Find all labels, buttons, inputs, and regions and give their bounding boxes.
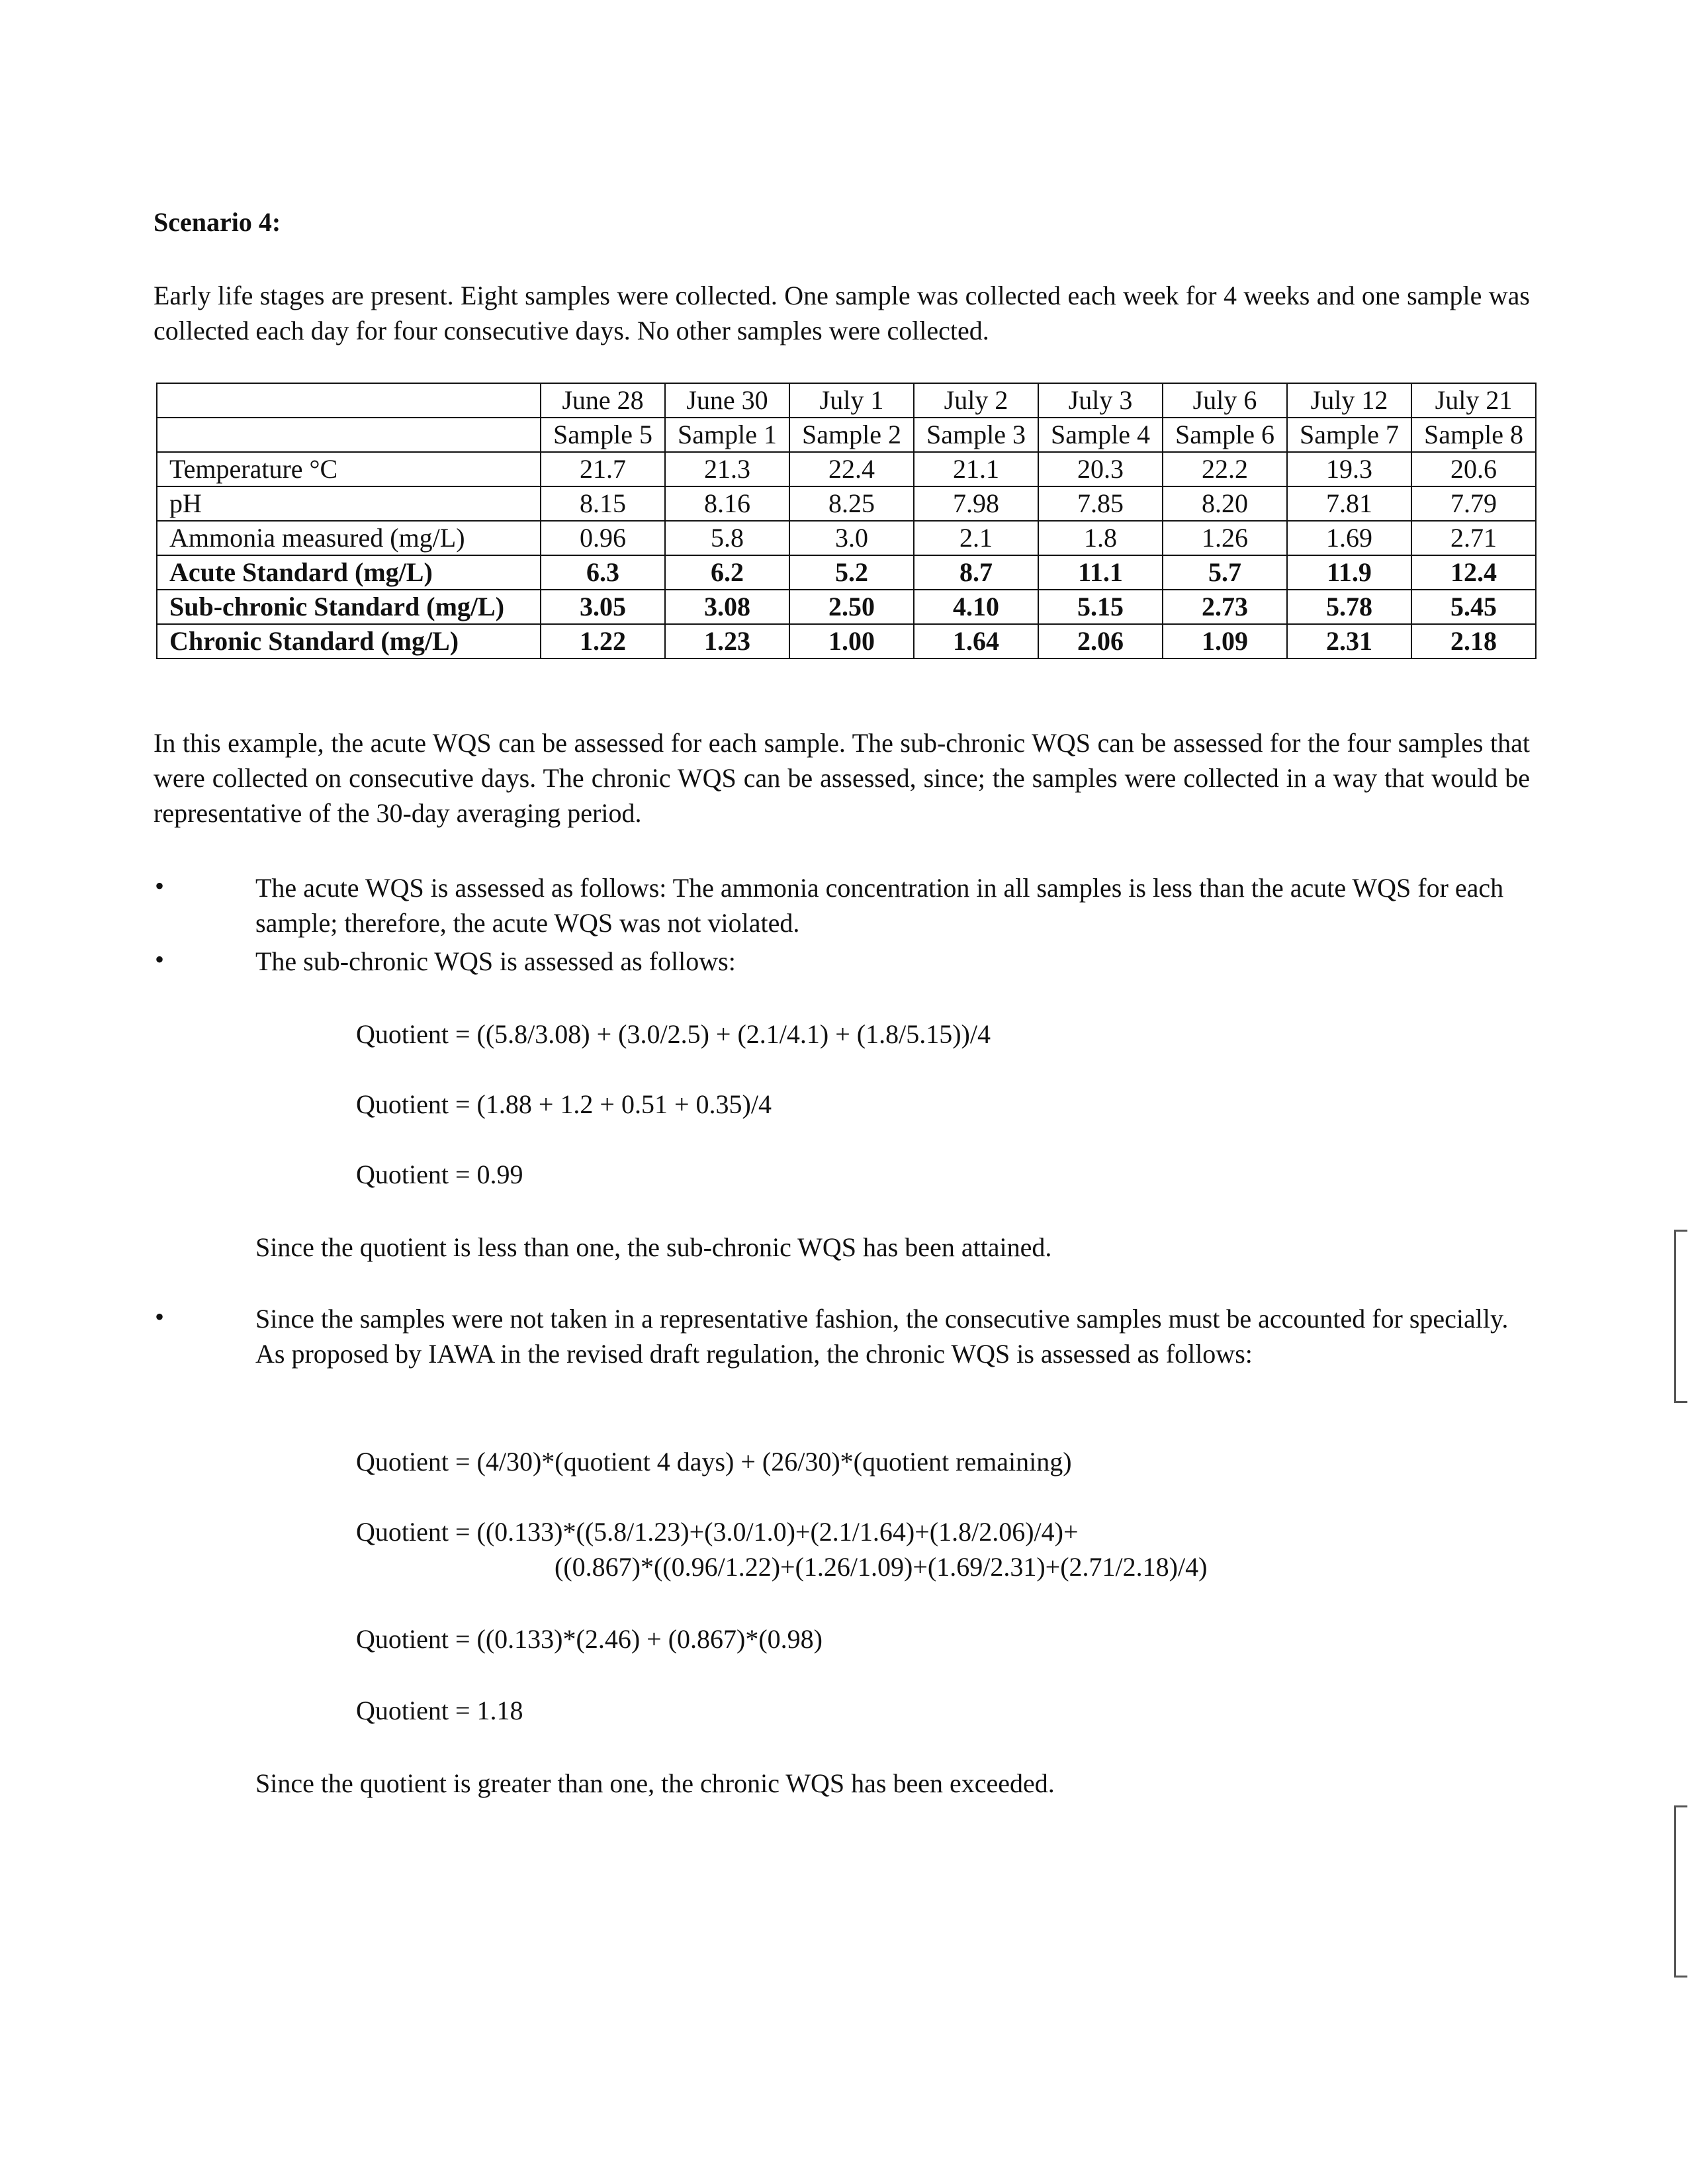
value-cell: 5.7 (1163, 555, 1287, 590)
value-cell: 3.05 (541, 590, 665, 624)
scan-margin-mark (1674, 1805, 1676, 1978)
row-label: Chronic Standard (mg/L) (157, 624, 541, 659)
value-cell: 2.73 (1163, 590, 1287, 624)
table-row-ammonia (157, 521, 1536, 555)
sample-cell: Sample 2 (789, 418, 914, 452)
value-cell: 0.96 (541, 521, 665, 555)
row-label: Temperature °C (157, 452, 541, 486)
value-cell: 2.71 (1411, 521, 1536, 555)
chronic-equation-3: Quotient = ((0.133)*(2.46) + (0.867)*(0.98) (356, 1624, 823, 1654)
scan-margin-mark (1674, 1230, 1687, 1232)
value-cell: 5.15 (1038, 590, 1163, 624)
value-cell: 3.0 (789, 521, 914, 555)
value-cell: 7.85 (1038, 486, 1163, 521)
sample-cell: Sample 8 (1411, 418, 1536, 452)
bullet-marker: • (155, 871, 165, 901)
value-cell: 8.16 (665, 486, 789, 521)
value-cell: 12.4 (1411, 555, 1536, 590)
subchronic-conclusion: Since the quotient is less than one, the sub-chronic WQS has been attained. (255, 1232, 1052, 1262)
value-cell: 21.7 (541, 452, 665, 486)
value-cell: 2.31 (1287, 624, 1411, 659)
table-row-chronic (157, 624, 1536, 659)
value-cell: 8.15 (541, 486, 665, 521)
scan-margin-mark (1674, 1401, 1687, 1403)
subchronic-equation-2: Quotient = (1.88 + 1.2 + 0.51 + 0.35)/4 (356, 1089, 772, 1119)
table-row-ph (157, 486, 1536, 521)
value-cell: 2.06 (1038, 624, 1163, 659)
value-cell: 8.7 (914, 555, 1038, 590)
value-cell: 2.18 (1411, 624, 1536, 659)
sample-cell: Sample 4 (1038, 418, 1163, 452)
value-cell: 7.79 (1411, 486, 1536, 521)
empty-header-cell (157, 418, 541, 452)
acute-assessment-text: The acute WQS is assessed as follows: The ammonia concentration in all samples is less than the acute WQS for each sample; therefore, the acute WQS was not violated. (255, 873, 1504, 938)
date-cell: June 28 (541, 383, 665, 418)
value-cell: 5.2 (789, 555, 914, 590)
value-cell: 1.00 (789, 624, 914, 659)
sample-data-table (156, 383, 1537, 659)
value-cell: 5.45 (1411, 590, 1536, 624)
sample-cell: Sample 5 (541, 418, 665, 452)
bullet-marker: • (155, 1302, 165, 1332)
date-cell: July 1 (789, 383, 914, 418)
subchronic-equation-1: Quotient = ((5.8/3.08) + (3.0/2.5) + (2.1/4.1) + (1.8/5.15))/4 (356, 1019, 991, 1049)
date-cell: June 30 (665, 383, 789, 418)
sample-cell: Sample 7 (1287, 418, 1411, 452)
value-cell: 22.4 (789, 452, 914, 486)
value-cell: 5.8 (665, 521, 789, 555)
sample-cell: Sample 1 (665, 418, 789, 452)
sample-cell: Sample 6 (1163, 418, 1287, 452)
value-cell: 11.9 (1287, 555, 1411, 590)
value-cell: 1.64 (914, 624, 1038, 659)
value-cell: 20.3 (1038, 452, 1163, 486)
row-label: Ammonia measured (mg/L) (157, 521, 541, 555)
value-cell: 21.1 (914, 452, 1038, 486)
value-cell: 5.78 (1287, 590, 1411, 624)
value-cell: 7.98 (914, 486, 1038, 521)
empty-header-cell (157, 383, 541, 418)
bullet-marker: • (155, 944, 165, 974)
value-cell: 11.1 (1038, 555, 1163, 590)
row-label: Acute Standard (mg/L) (157, 555, 541, 590)
sample-cell: Sample 3 (914, 418, 1038, 452)
table-row-subchronic (157, 590, 1536, 624)
date-cell: July 3 (1038, 383, 1163, 418)
value-cell: 1.69 (1287, 521, 1411, 555)
table-row-temperature (157, 452, 1536, 486)
value-cell: 19.3 (1287, 452, 1411, 486)
value-cell: 1.09 (1163, 624, 1287, 659)
table-sample-row (157, 418, 1536, 452)
value-cell: 6.2 (665, 555, 789, 590)
example-paragraph: In this example, the acute WQS can be assessed for each sample. The sub-chronic WQS can be assessed for the four samples that were collected on consecutive days. The chronic WQS can be assessed, since; the samples were collected in a way that would be representative of the 30-day averaging period. (154, 728, 1530, 828)
chronic-equation-2-continued: ((0.867)*((0.96/1.22)+(1.26/1.09)+(1.69/2.31)+(2.71/2.18)/4) (555, 1552, 1208, 1582)
value-cell: 22.2 (1163, 452, 1287, 486)
chronic-conclusion: Since the quotient is greater than one, the chronic WQS has been exceeded. (255, 1768, 1055, 1798)
table-date-row (157, 383, 1536, 418)
row-label: pH (157, 486, 541, 521)
value-cell: 8.25 (789, 486, 914, 521)
value-cell: 2.50 (789, 590, 914, 624)
value-cell: 1.8 (1038, 521, 1163, 555)
value-cell: 21.3 (665, 452, 789, 486)
date-cell: July 6 (1163, 383, 1287, 418)
chronic-equation-4: Quotient = 1.18 (356, 1696, 523, 1725)
value-cell: 20.6 (1411, 452, 1536, 486)
scan-margin-mark (1674, 1976, 1687, 1978)
intro-paragraph: Early life stages are present. Eight samples were collected. One sample was collected each week for 4 weeks and one sample was collected each day for four consecutive days. No other samples were collected. (154, 281, 1530, 345)
chronic-equation-2: Quotient = ((0.133)*((5.8/1.23)+(3.0/1.0)+(2.1/1.64)+(1.8/2.06)/4)+ (356, 1517, 1079, 1547)
date-cell: July 12 (1287, 383, 1411, 418)
scenario-heading: Scenario 4: (154, 207, 281, 237)
row-label: Sub-chronic Standard (mg/L) (157, 590, 541, 624)
value-cell: 2.1 (914, 521, 1038, 555)
value-cell: 4.10 (914, 590, 1038, 624)
value-cell: 3.08 (665, 590, 789, 624)
date-cell: July 2 (914, 383, 1038, 418)
value-cell: 8.20 (1163, 486, 1287, 521)
subchronic-assessment-text: The sub-chronic WQS is assessed as follows: (255, 946, 736, 976)
table-row-acute (157, 555, 1536, 590)
chronic-equation-1: Quotient = (4/30)*(quotient 4 days) + (26/30)*(quotient remaining) (356, 1447, 1072, 1477)
value-cell: 1.23 (665, 624, 789, 659)
subchronic-equation-3: Quotient = 0.99 (356, 1160, 523, 1189)
scan-margin-mark (1674, 1230, 1676, 1403)
value-cell: 1.22 (541, 624, 665, 659)
value-cell: 6.3 (541, 555, 665, 590)
value-cell: 1.26 (1163, 521, 1287, 555)
chronic-assessment-text: Since the samples were not taken in a representative fashion, the consecutive samples must be accounted for specially. As proposed by IAWA in the revised draft regulation, the chronic WQS is assessed as follows: (255, 1304, 1509, 1369)
value-cell: 7.81 (1287, 486, 1411, 521)
scan-margin-mark (1674, 1805, 1687, 1807)
date-cell: July 21 (1411, 383, 1536, 418)
